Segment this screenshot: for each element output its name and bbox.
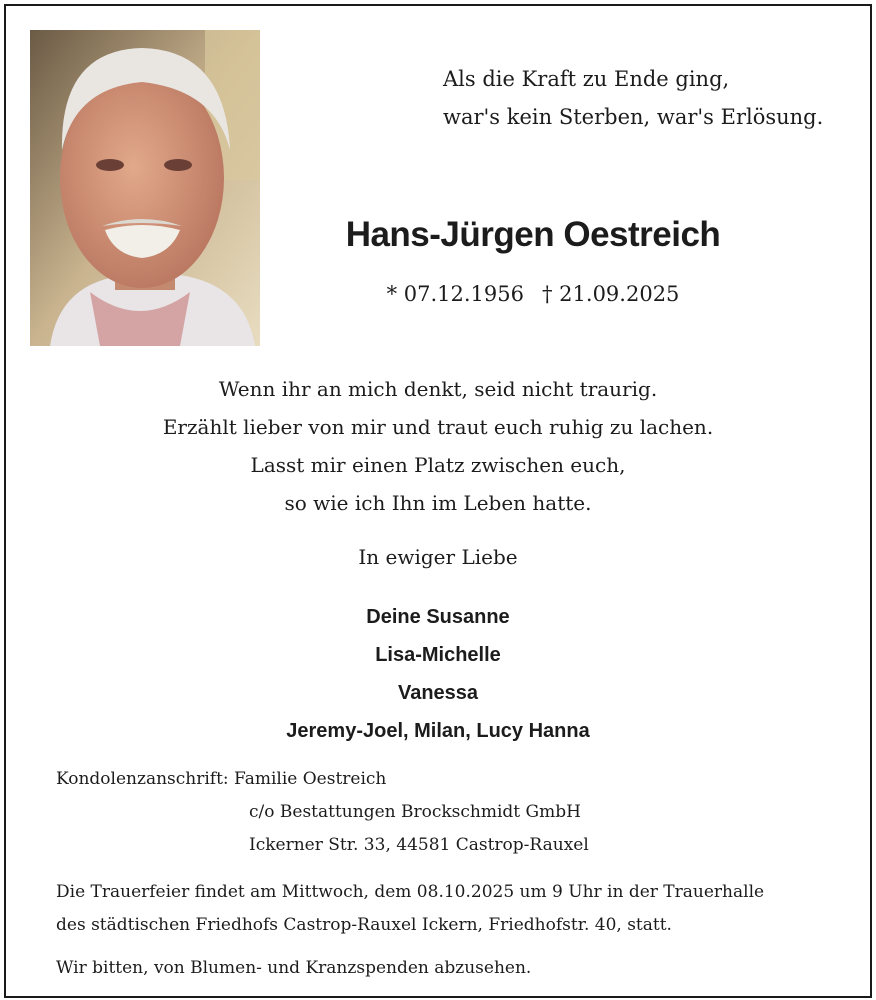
family-member: Vanessa (397, 682, 479, 704)
family-member: Lisa-Michelle (375, 644, 501, 666)
contact-line-2: c/o Bestattungen Brockschmidt GmbH (249, 802, 581, 822)
poem (0, 370, 876, 522)
death-date: † 21.09.2025 (542, 282, 680, 306)
motto-line-1: Als die Kraft zu Ende ging, (443, 67, 730, 91)
poem-line: Wenn ihr an mich denkt, seid nicht traurig. (218, 377, 658, 401)
service-line-1: Die Trauerfeier findet am Mittwoch, dem 08.10.2025 um 9 Uhr in der Trauerhalle (56, 882, 765, 902)
poem-line: Lasst mir einen Platz zwischen euch, (250, 453, 626, 477)
contact-line-1: Familie Oestreich (234, 769, 387, 789)
life-dates (0, 282, 876, 306)
service-line-2: des städtischen Friedhofs Castrop-Rauxel Ickern, Friedhofstr. 40, statt. (56, 915, 672, 935)
poem-line: so wie ich Ihn im Leben hatte. (284, 491, 592, 515)
love-line: In ewiger Liebe (358, 545, 518, 569)
family-member: Jeremy-Joel, Milan, Lucy Hanna (286, 720, 590, 742)
family-member: Deine Susanne (366, 606, 510, 628)
poem-line: Erzählt lieber von mir und traut euch ruhig zu lachen. (162, 415, 714, 439)
contact-label: Kondolenzanschrift: (56, 769, 229, 789)
motto-line-2: war's kein Sterben, war's Erlösung. (443, 105, 824, 129)
motto (443, 60, 823, 136)
funeral-service-info (56, 876, 764, 942)
family-list (0, 598, 876, 750)
deceased-name: Hans-Jürgen Oestreich (345, 215, 721, 254)
contact-line-3: Ickerner Str. 33, 44581 Castrop-Rauxel (249, 835, 589, 855)
condolence-address (56, 763, 589, 862)
birth-date: * 07.12.1956 (386, 282, 524, 306)
flowers-note: Wir bitten, von Blumen- und Kranzspenden abzusehen. (56, 958, 532, 978)
